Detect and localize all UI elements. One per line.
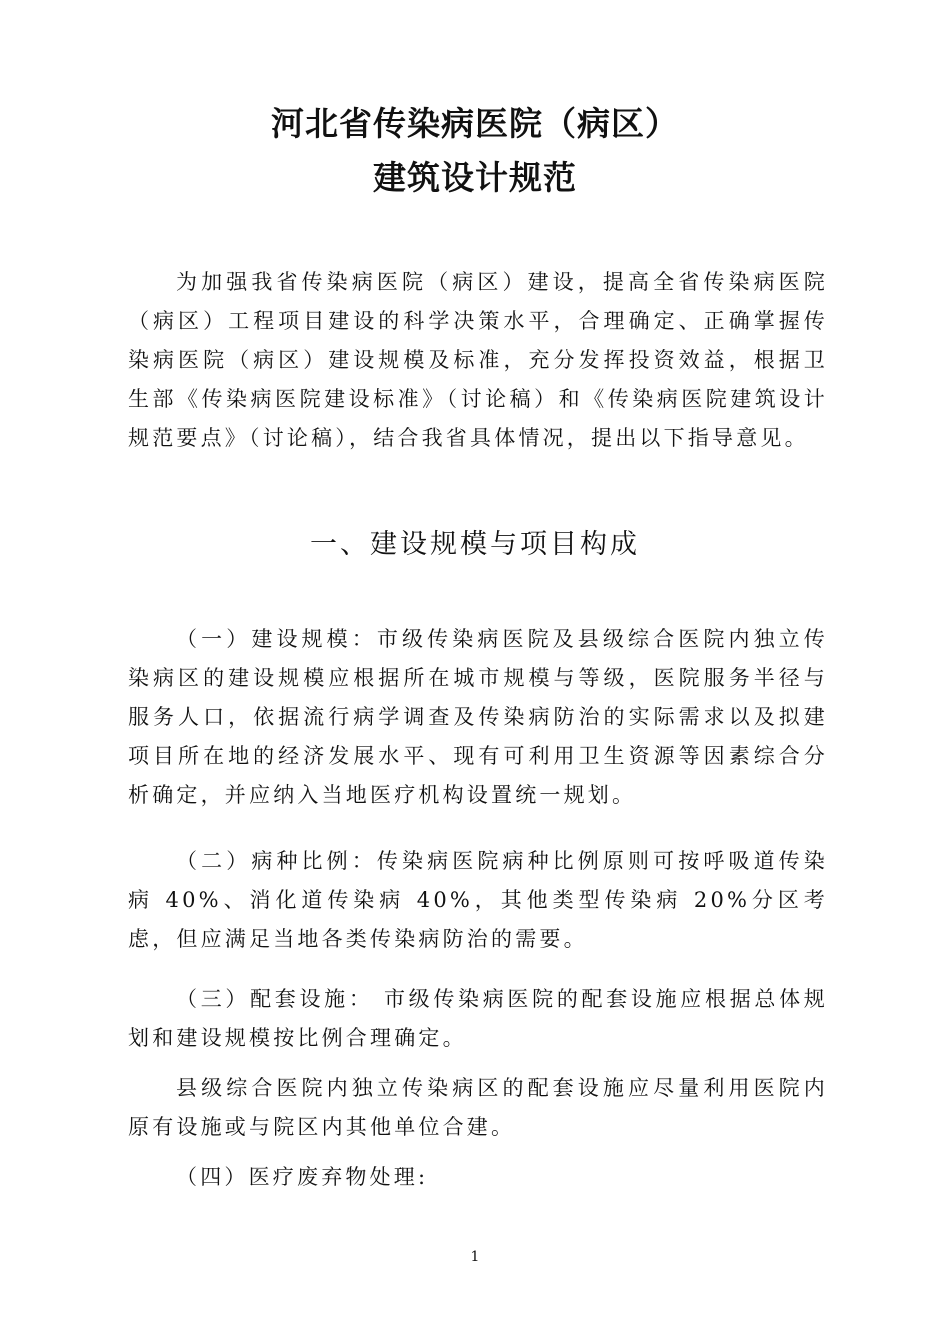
paragraph-medical-waste: （四）医疗废弃物处理: xyxy=(176,1165,429,1189)
document-title-line-2: 建筑设计规范 xyxy=(373,158,577,197)
paragraph-county-facilities: 县级综合医院内独立传染病区的配套设施应尽量利用医院内原有设施或与院区内其他单位合建。 xyxy=(128,1076,828,1139)
paragraph-construction-scale: （一）建设规模：市级传染病医院及县级综合医院内独立传染病区的建设规模应根据所在城市规模与等级，医院服务半径与服务人口，依据流行病学调查及传染病防治的实际需求以及拟建项目所在地的经济发展水平、现有可利用卫生资源等因素综合分析确定，并应纳入当地医疗机构设置统一规划。 xyxy=(128,627,828,807)
document-title-line-1: 河北省传染病医院（病区） xyxy=(271,104,679,143)
paragraph-supporting-facilities: （三）配套设施： 市级传染病医院的配套设施应根据总体规划和建设规模按比例合理确定。 xyxy=(128,987,828,1050)
paragraph-disease-ratio: （二）病种比例：传染病医院病种比例原则可按呼吸道传染病 40%、消化道传染病 40%，其他类型传染病 20%分区考虑，但应满足当地各类传染病防治的需要。 xyxy=(128,849,828,951)
section-heading: 一、建设规模与项目构成 xyxy=(310,529,640,560)
intro-paragraph: 为加强我省传染病医院（病区）建设，提高全省传染病医院（病区）工程项目建设的科学决策水平，合理确定、正确掌握传染病医院（病区）建设规模及标准，充分发挥投资效益，根据卫生部《传染病医院建设标准》（讨论稿）和《传染病医院建筑设计规范要点》（讨论稿），结合我省具体情况，提出以下指导意见。 xyxy=(128,270,828,450)
page-number: 1 xyxy=(470,1249,480,1265)
